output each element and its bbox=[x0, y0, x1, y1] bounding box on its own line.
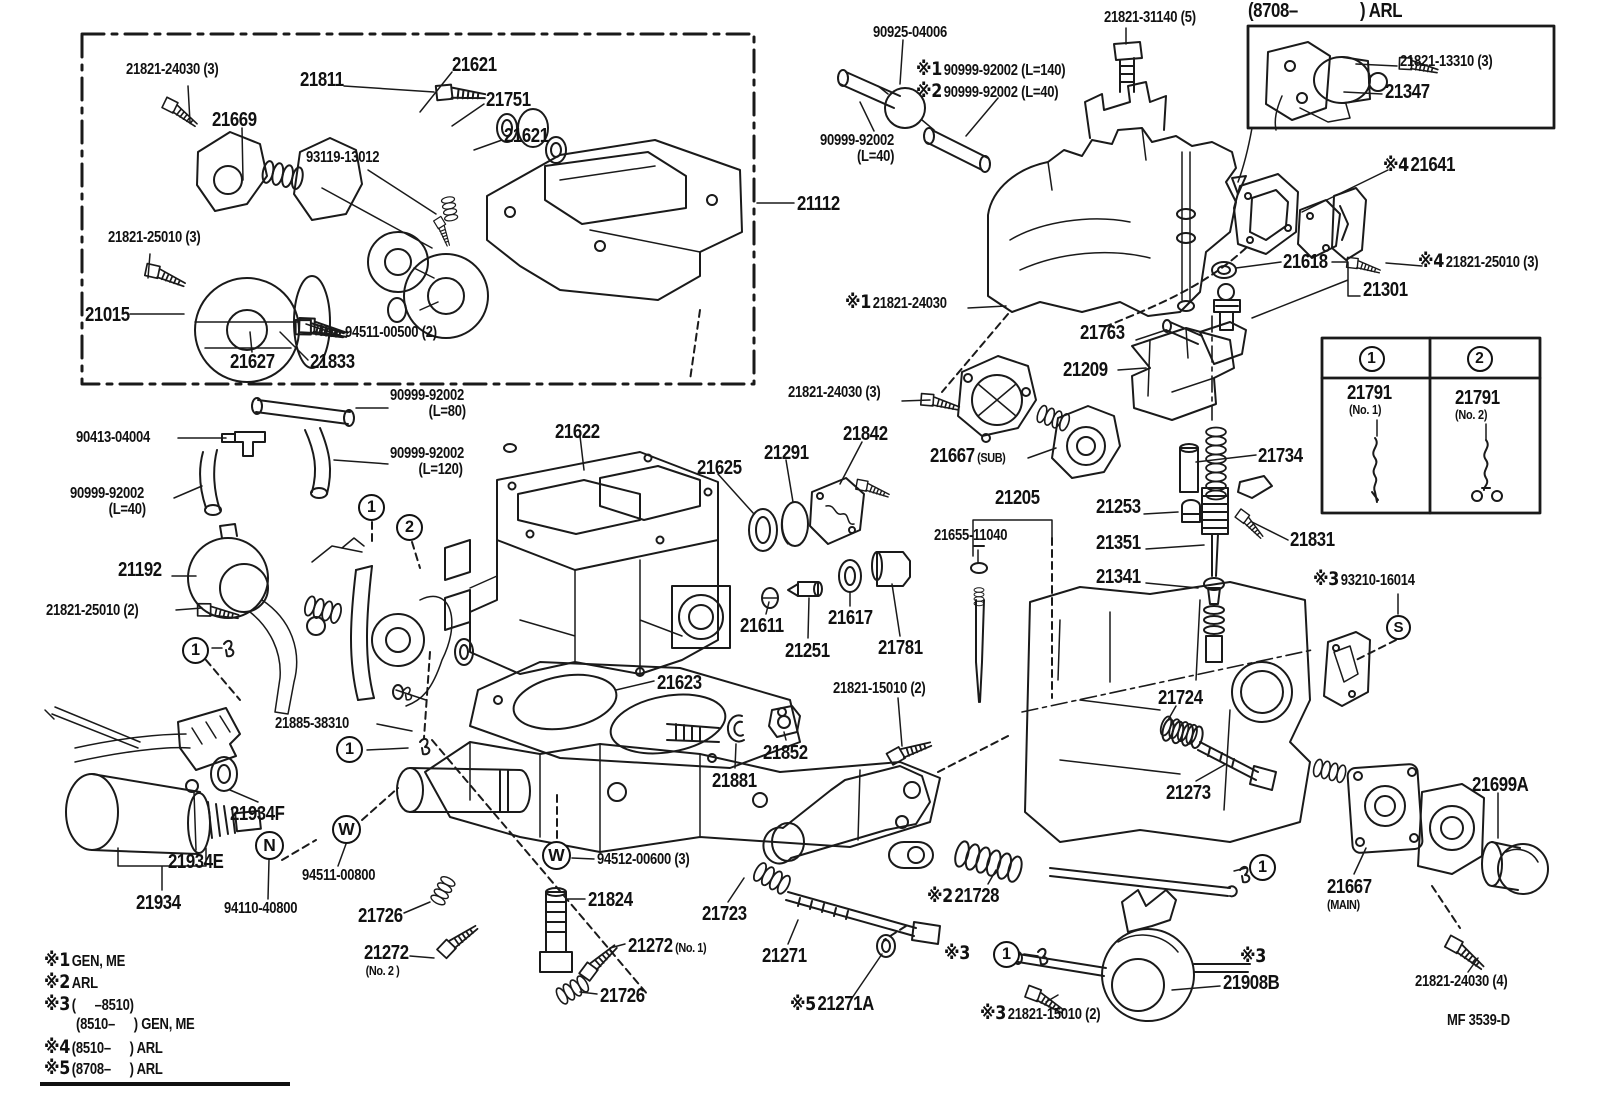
label-text: 21885-38310 bbox=[275, 715, 349, 732]
label-text: 21627 bbox=[230, 351, 275, 373]
label-text: 21272 bbox=[628, 935, 673, 957]
part-label-mf-3539-d bbox=[1447, 1013, 1510, 1029]
label-text: 21791 bbox=[1455, 387, 1500, 409]
part-label-21821-15010-2- bbox=[980, 1004, 1100, 1024]
part-label-21351 bbox=[1096, 533, 1141, 554]
part-label-93210-16014 bbox=[1313, 570, 1415, 590]
label-text: 21301 bbox=[1363, 279, 1408, 301]
part-label-21271 bbox=[762, 946, 807, 967]
part-label-21112 bbox=[797, 194, 840, 215]
part-drawing-21192-dashpot bbox=[188, 524, 297, 714]
label-line2: (No. 2 ) bbox=[365, 963, 400, 978]
label-text: 21669 bbox=[212, 109, 257, 131]
circled-marker-1: 1 bbox=[1359, 346, 1385, 372]
part-label--no-1- bbox=[1349, 403, 1381, 417]
legend-row--8510-arl bbox=[44, 1038, 163, 1058]
part-drawing-21205-needle bbox=[971, 546, 987, 702]
part-label-21811 bbox=[300, 70, 344, 91]
label-text: 21781 bbox=[878, 637, 923, 659]
label-text: 21821-25010 (2) bbox=[46, 602, 139, 619]
label-line2: (MAIN) bbox=[1327, 897, 1360, 912]
part-label-21726 bbox=[600, 986, 645, 1007]
part-label-21723 bbox=[702, 904, 747, 925]
label-text: 21821-24030 (3) bbox=[126, 61, 219, 78]
part-label-21641 bbox=[1383, 155, 1455, 176]
part-label-93119-13012 bbox=[306, 150, 379, 166]
label-text: 21821-25010 (3) bbox=[108, 229, 201, 246]
label-text: 21763 bbox=[1080, 322, 1125, 344]
part-label-21842 bbox=[843, 424, 888, 445]
label-text: 21655-11040 bbox=[934, 527, 1008, 544]
part-drawing-small-parts-row bbox=[667, 477, 910, 742]
part-label-21763 bbox=[1080, 323, 1125, 344]
label-text: 21617 bbox=[828, 607, 873, 629]
label-text: 21625 bbox=[697, 457, 742, 479]
label-text: 21881 bbox=[712, 770, 757, 792]
reference-mark: ※1 bbox=[916, 58, 943, 80]
part-label-21667 bbox=[930, 446, 1005, 467]
label-text: GEN, ME bbox=[71, 953, 126, 970]
label-line2: (L=80) bbox=[428, 403, 466, 421]
part-label--3 bbox=[944, 944, 972, 964]
label-text: 21272 bbox=[364, 942, 409, 964]
part-label-21908b bbox=[1223, 973, 1279, 994]
circled-marker-1: 1 bbox=[358, 494, 385, 521]
label-line2: (L=40) bbox=[108, 501, 146, 519]
circled-marker-w: W bbox=[332, 815, 361, 844]
part-label-90999-92002 bbox=[390, 388, 466, 421]
part-label-21934e bbox=[168, 852, 223, 873]
reference-mark: ※1 bbox=[44, 949, 71, 971]
part-label-21341 bbox=[1096, 567, 1141, 588]
circled-marker-2: 2 bbox=[396, 514, 423, 541]
part-label-21751 bbox=[486, 90, 531, 111]
label-text: 21667 bbox=[930, 445, 975, 467]
part-label-21824 bbox=[588, 890, 633, 911]
part-label-21724 bbox=[1158, 688, 1203, 709]
label-text: 21273 bbox=[1166, 782, 1211, 804]
part-label-21781 bbox=[878, 638, 923, 659]
part-drawing-left-hoses bbox=[200, 398, 354, 515]
label-text: 94511-00500 (2) bbox=[345, 324, 437, 341]
label-text: 21251 bbox=[785, 640, 830, 662]
part-drawing-21934-solenoid bbox=[45, 707, 261, 854]
circled-marker-1: 1 bbox=[182, 637, 209, 664]
part-label-21627 bbox=[230, 352, 275, 373]
reference-mark: ※3 bbox=[944, 942, 971, 964]
part-label-21791 bbox=[1455, 388, 1500, 409]
part-label-21699a bbox=[1472, 775, 1528, 796]
label-text: 90925-04006 bbox=[873, 24, 947, 41]
reference-mark: ※2 bbox=[916, 80, 943, 102]
part-label-21623 bbox=[657, 673, 702, 694]
label-text: 21192 bbox=[118, 559, 162, 581]
part-label-21301 bbox=[1363, 280, 1408, 301]
label-text: 21852 bbox=[763, 742, 808, 764]
label-text: 21824 bbox=[588, 889, 633, 911]
label-text: 21341 bbox=[1096, 566, 1141, 588]
reference-mark: ※2 bbox=[927, 885, 953, 907]
part-label-21821-24030-3- bbox=[788, 385, 881, 401]
legend-underline bbox=[40, 1082, 290, 1086]
label-text: 21618 bbox=[1283, 251, 1328, 273]
reference-mark: ※3 bbox=[980, 1002, 1007, 1024]
part-label-21611 bbox=[740, 616, 784, 637]
part-label-21831 bbox=[1290, 530, 1335, 551]
reference-mark: ※5 bbox=[790, 993, 816, 1015]
label-text: 21611 bbox=[740, 615, 784, 637]
part-label-94512-00600-3- bbox=[597, 852, 690, 868]
circled-marker-s: S bbox=[1386, 615, 1411, 640]
part-label-21625 bbox=[697, 458, 742, 479]
part-label-21205 bbox=[995, 488, 1040, 509]
label-text: (No. 1) bbox=[1349, 402, 1382, 417]
label-text: 90999-92002 bbox=[820, 132, 894, 149]
part-label-21934f bbox=[230, 804, 284, 825]
label-text: MF 3539-D bbox=[1447, 1012, 1510, 1029]
label-text: 21821-31140 (5) bbox=[1104, 9, 1196, 26]
label-text: 90999-92002 (L=40) bbox=[943, 84, 1059, 101]
label-text: 21821-15010 (2) bbox=[833, 680, 926, 697]
label-text: 21831 bbox=[1290, 529, 1335, 551]
label-text: 90999-92002 bbox=[390, 445, 464, 462]
label-text: 21728 bbox=[954, 885, 1000, 907]
circled-marker-n: N bbox=[255, 831, 284, 860]
part-drawing-lower-right-body bbox=[1022, 316, 1347, 842]
part-drawing-21209-dashpot bbox=[1132, 322, 1246, 420]
part-label-21726 bbox=[358, 906, 403, 927]
label-text: 21015 bbox=[85, 304, 130, 326]
label-text: 94110-40800 bbox=[224, 900, 298, 917]
part-label-90999-92002-l-140- bbox=[916, 60, 1065, 80]
label-line2: (L=40) bbox=[856, 148, 895, 166]
part-label-21885-38310 bbox=[275, 716, 349, 732]
inset-box-arl bbox=[1248, 26, 1554, 128]
circled-marker-1: 1 bbox=[993, 941, 1020, 968]
label-text: 21821-24030 (4) bbox=[1415, 973, 1508, 990]
label-text: 93119-13012 bbox=[306, 149, 380, 166]
part-label-21852 bbox=[763, 743, 808, 764]
label-text: 21842 bbox=[843, 423, 888, 445]
label-text: ARL bbox=[71, 975, 98, 992]
part-label-21821-24030 bbox=[845, 293, 947, 313]
part-label-21821-31140-5- bbox=[1104, 10, 1196, 26]
part-label-90999-92002 bbox=[70, 486, 146, 519]
label-text: 21908B bbox=[1223, 972, 1280, 994]
label-text: 21734 bbox=[1258, 445, 1303, 467]
part-label-21669 bbox=[212, 110, 257, 131]
part-label-21655-11040 bbox=[934, 528, 1007, 544]
leader-lines bbox=[118, 28, 1498, 1002]
label-text: ( –8510) bbox=[71, 997, 134, 1014]
part-drawing-21623-flange bbox=[470, 662, 800, 768]
part-label-21291 bbox=[764, 443, 809, 464]
part-drawing-93210-bracket bbox=[1324, 632, 1370, 706]
part-label-21015 bbox=[85, 305, 130, 326]
label-text: 21821-24030 bbox=[872, 295, 947, 312]
reference-mark: ※4 bbox=[1383, 154, 1409, 176]
part-label-94511-00800 bbox=[302, 868, 375, 884]
part-label-90999-92002-l-40- bbox=[916, 82, 1058, 102]
part-label-21821-13310-3- bbox=[1400, 54, 1493, 70]
label-text: 21621 bbox=[504, 125, 549, 147]
label-text: 21821-25010 (3) bbox=[1445, 254, 1539, 271]
legend-row-gen-me bbox=[44, 951, 125, 971]
label-text: 21791 bbox=[1347, 382, 1392, 404]
legend-row--8510-gen-me bbox=[76, 1017, 194, 1033]
label-text: 21623 bbox=[657, 672, 702, 694]
part-label-21791 bbox=[1347, 383, 1392, 404]
part-drawing-21112-throttle-cover bbox=[293, 83, 742, 344]
label-text: 21271 bbox=[762, 945, 807, 967]
circled-marker-1: 1 bbox=[336, 736, 363, 763]
part-label-21192 bbox=[118, 560, 162, 581]
part-label-21821-15010-2- bbox=[833, 681, 926, 697]
legend-row--8510- bbox=[44, 995, 134, 1015]
part-label-21271a bbox=[790, 994, 874, 1015]
part-label-21621 bbox=[504, 126, 549, 147]
jet-table bbox=[1322, 338, 1540, 513]
label-text: 21112 bbox=[797, 193, 840, 215]
part-label-21272 bbox=[628, 936, 706, 957]
label-text: 90413-04004 bbox=[76, 429, 150, 446]
label-text: 21291 bbox=[764, 442, 809, 464]
label-text: (No. 2) bbox=[1455, 407, 1488, 422]
part-label-21667 bbox=[1327, 877, 1372, 912]
part-label-21881 bbox=[712, 771, 757, 792]
label-text: 21621 bbox=[452, 54, 497, 76]
label-text: 90999-92002 bbox=[70, 485, 144, 502]
label-text: 21347 bbox=[1385, 81, 1430, 103]
part-label-21821-24030-4- bbox=[1415, 974, 1508, 990]
label-line2: (L=120) bbox=[418, 461, 463, 479]
label-text: 21209 bbox=[1063, 359, 1108, 381]
part-label--no-2- bbox=[1455, 408, 1487, 422]
label-text: (8510– ) ARL bbox=[71, 1040, 163, 1057]
part-label-21728 bbox=[927, 886, 999, 907]
label-text: 90999-92002 bbox=[390, 387, 464, 404]
part-label-21821-25010-3- bbox=[1418, 252, 1538, 272]
label-text: 21751 bbox=[486, 89, 531, 111]
part-label-21253 bbox=[1096, 497, 1141, 518]
part-label-90413-04004 bbox=[76, 430, 150, 446]
part-label-21734 bbox=[1258, 446, 1303, 467]
label-subtext: (SUB) bbox=[977, 450, 1006, 465]
label-text: ) ARL bbox=[1360, 0, 1403, 22]
circled-marker-w: W bbox=[542, 841, 571, 870]
label-text: 21667 bbox=[1327, 876, 1372, 898]
part-label-21821-25010-3- bbox=[108, 230, 201, 246]
label-text: (8510– ) GEN, ME bbox=[76, 1016, 195, 1033]
label-text: 21724 bbox=[1158, 687, 1203, 709]
label-text: 90999-92002 (L=140) bbox=[943, 62, 1066, 79]
label-text: 21833 bbox=[310, 351, 355, 373]
part-label-21821-25010-2- bbox=[46, 603, 139, 619]
circled-marker-2: 2 bbox=[1467, 346, 1493, 372]
part-drawing-21641-gaskets bbox=[1163, 174, 1382, 344]
part-label--8708- bbox=[1248, 1, 1298, 22]
label-text: 21821-13310 (3) bbox=[1400, 53, 1493, 70]
part-drawing-21908b-diaphragm bbox=[1014, 890, 1250, 1021]
label-text: (8708– ) ARL bbox=[71, 1061, 163, 1078]
reference-mark: ※2 bbox=[44, 971, 71, 993]
part-label-21347 bbox=[1385, 82, 1430, 103]
label-text: 21253 bbox=[1096, 496, 1141, 518]
reference-mark: ※3 bbox=[1240, 945, 1267, 967]
label-subtext: (No. 1) bbox=[675, 940, 707, 955]
part-label-90999-92002 bbox=[390, 446, 464, 479]
part-label-21209 bbox=[1063, 360, 1108, 381]
part-label-94511-00500-2- bbox=[345, 325, 437, 341]
part-drawing-21669-egr bbox=[160, 95, 488, 338]
label-text: 21723 bbox=[702, 903, 747, 925]
label-text: 21934 bbox=[136, 892, 181, 914]
part-drawing-21622-body bbox=[445, 444, 730, 674]
legend-row-arl bbox=[44, 973, 98, 993]
reference-mark: ※1 bbox=[845, 291, 872, 313]
label-text: (8708– bbox=[1248, 0, 1298, 22]
label-text: 93210-16014 bbox=[1340, 572, 1415, 589]
part-label-21251 bbox=[785, 641, 830, 662]
label-text: 21205 bbox=[995, 487, 1040, 509]
label-text: 21811 bbox=[300, 69, 344, 91]
label-text: 21821-15010 (2) bbox=[1007, 1006, 1101, 1023]
reference-mark: ※4 bbox=[1418, 250, 1445, 272]
reference-mark: ※3 bbox=[44, 993, 71, 1015]
part-label-90925-04006 bbox=[873, 25, 947, 41]
label-text: 94512-00600 (3) bbox=[597, 851, 690, 868]
part-drawing-fastidle-lever bbox=[763, 737, 1249, 964]
part-label-21617 bbox=[828, 608, 873, 629]
reference-mark: ※3 bbox=[1313, 568, 1340, 590]
label-text: 21726 bbox=[358, 905, 403, 927]
part-label--3 bbox=[1240, 947, 1268, 967]
label-text: 21271A bbox=[817, 993, 874, 1015]
part-label-90999-92002 bbox=[820, 133, 894, 166]
circled-marker-1: 1 bbox=[1249, 854, 1276, 881]
part-label-21821-24030-3- bbox=[126, 62, 219, 78]
part-label-94110-40800 bbox=[224, 901, 297, 917]
legend-row--8708-arl bbox=[44, 1059, 163, 1079]
part-label-21621 bbox=[452, 55, 497, 76]
reference-mark: ※5 bbox=[44, 1057, 71, 1079]
part-label-21273 bbox=[1166, 783, 1211, 804]
label-text: 21726 bbox=[600, 985, 645, 1007]
label-text: 21821-24030 (3) bbox=[788, 384, 881, 401]
label-text: 21351 bbox=[1096, 532, 1141, 554]
label-text: 21934E bbox=[168, 851, 224, 873]
label-text: 21699A bbox=[1472, 774, 1529, 796]
part-label-21622 bbox=[555, 422, 600, 443]
part-label-21833 bbox=[310, 352, 355, 373]
label-text: 21934F bbox=[230, 803, 285, 825]
part-label-21618 bbox=[1283, 252, 1328, 273]
label-text: 94511-00800 bbox=[302, 867, 376, 884]
part-label-21934 bbox=[136, 893, 181, 914]
label-text: 21622 bbox=[555, 421, 600, 443]
part-label-21272 bbox=[364, 943, 409, 978]
part-label--arl bbox=[1360, 1, 1402, 22]
reference-mark: ※4 bbox=[44, 1036, 71, 1058]
label-text: 21641 bbox=[1410, 154, 1456, 176]
